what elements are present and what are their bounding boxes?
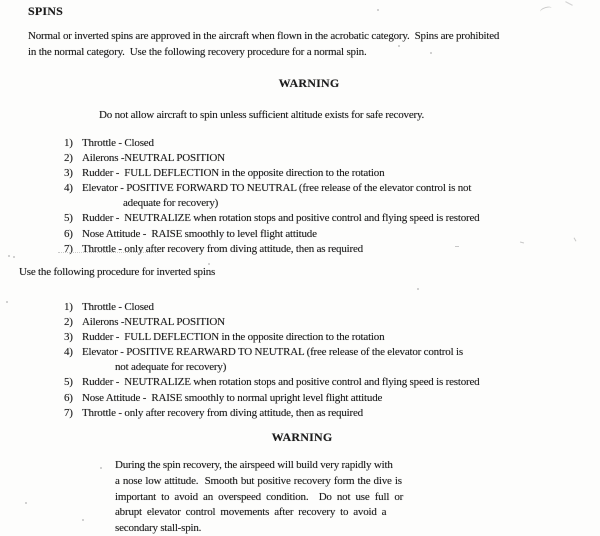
step-number: 4) bbox=[64, 346, 73, 359]
step-text: Throttle - Closed bbox=[82, 137, 154, 149]
procedure-step bbox=[64, 330, 479, 345]
procedure-step bbox=[64, 136, 479, 151]
step-number: 3) bbox=[64, 167, 73, 180]
step-text: Rudder - FULL DEFLECTION in the opposite direction to the rotation bbox=[82, 167, 385, 180]
scan-artifact bbox=[565, 1, 573, 6]
step-number: 7) bbox=[64, 242, 73, 255]
step-text: Rudder - FULL DEFLECTION in the opposite direction to the rotation bbox=[82, 331, 385, 344]
scan-artifact bbox=[377, 9, 379, 11]
scan-artifact bbox=[58, 252, 158, 253]
inverted-spins-intro: Use the following procedure for inverted spins bbox=[19, 266, 216, 278]
warning-heading-normal: WARNING bbox=[278, 76, 340, 90]
procedure-step bbox=[64, 181, 479, 211]
scan-artifact bbox=[13, 256, 15, 258]
warning-heading-recovery: WARNING bbox=[271, 430, 333, 444]
step-number: 6) bbox=[64, 391, 73, 404]
step-number: 2) bbox=[64, 152, 73, 165]
scan-artifact bbox=[6, 301, 8, 303]
normal-spin-procedure-list bbox=[64, 136, 479, 257]
scan-artifact bbox=[417, 288, 419, 290]
scan-artifact bbox=[82, 519, 84, 521]
warning-body-normal: Do not allow aircraft to spin unless sufficient altitude exists for safe recovery. bbox=[99, 109, 425, 121]
step-text-continued: not adequate for recovery) bbox=[115, 361, 227, 374]
warning-line: a nose low attitude. Smooth but positive recovery form the dive is bbox=[115, 474, 402, 487]
scan-artifact bbox=[520, 241, 524, 243]
procedure-step bbox=[64, 242, 479, 257]
step-text: Nose Attitude - RAISE smoothly to level flight attitude bbox=[82, 227, 317, 240]
warning-line: abrupt elevator control movements after recovery to avoid a bbox=[115, 506, 387, 519]
step-number: 4) bbox=[64, 182, 73, 195]
step-text: Throttle - only after recovery from diving attitude, then as required bbox=[82, 406, 363, 419]
step-text: Elevator - POSITIVE FORWARD TO NEUTRAL (free release of the elevator control is not bbox=[82, 182, 472, 195]
procedure-step bbox=[64, 345, 479, 375]
intro-line: in the normal category. Use the following recovery procedure for a normal spin. bbox=[28, 46, 367, 58]
step-text: Ailerons -NEUTRAL POSITION bbox=[82, 152, 225, 165]
inverted-spin-procedure-list bbox=[64, 300, 479, 421]
step-text: Rudder - NEUTRALIZE when rotation stops and positive control and flying speed is restored bbox=[82, 376, 480, 389]
warning-line: secondary stall-spin. bbox=[115, 522, 202, 535]
step-number: 1) bbox=[64, 301, 73, 313]
step-number: 5) bbox=[64, 212, 73, 225]
warning-line: During the spin recovery, the airspeed will build very rapidly with bbox=[115, 459, 393, 471]
step-text: Throttle - Closed bbox=[82, 301, 154, 313]
procedure-step bbox=[64, 300, 479, 315]
procedure-step bbox=[64, 151, 479, 166]
procedure-step bbox=[64, 227, 479, 242]
procedure-step bbox=[64, 406, 479, 421]
page-title: SPINS bbox=[28, 4, 64, 18]
step-number: 3) bbox=[64, 331, 73, 344]
scan-artifact bbox=[208, 263, 210, 265]
procedure-step bbox=[64, 375, 479, 390]
scan-artifact bbox=[539, 5, 552, 14]
scan-artifact bbox=[8, 255, 10, 257]
scan-artifact bbox=[574, 238, 577, 242]
step-number: 7) bbox=[64, 406, 73, 419]
warning-body-recovery bbox=[115, 458, 403, 536]
step-text: Throttle - only after recovery from diving attitude, then as required bbox=[82, 242, 363, 255]
intro-line: Normal or inverted spins are approved in the aircraft when flown in the acrobatic category. Spins are prohibited bbox=[28, 30, 500, 42]
procedure-step bbox=[64, 391, 479, 406]
procedure-step bbox=[64, 166, 479, 181]
step-text: Ailerons -NEUTRAL POSITION bbox=[82, 316, 225, 329]
step-text: Nose Attitude - RAISE smoothly to normal upright level flight attitude bbox=[82, 391, 383, 404]
warning-line: important to avoid an overspeed condition. Do not use full or bbox=[115, 490, 404, 503]
procedure-step bbox=[64, 315, 479, 330]
step-number: 6) bbox=[64, 227, 73, 240]
intro-paragraph bbox=[28, 28, 499, 60]
scan-artifact bbox=[100, 467, 102, 469]
step-text: Rudder - NEUTRALIZE when rotation stops and positive control and flying speed is restored bbox=[82, 212, 480, 225]
step-number: 5) bbox=[64, 376, 73, 389]
scan-artifact bbox=[398, 45, 400, 47]
scan-artifact bbox=[455, 246, 459, 247]
step-text-continued: adequate for recovery) bbox=[123, 197, 219, 210]
scan-artifact bbox=[430, 52, 432, 54]
step-number: 1) bbox=[64, 137, 73, 149]
procedure-step bbox=[64, 211, 479, 226]
step-number: 2) bbox=[64, 316, 73, 329]
step-text: Elevator - POSITIVE REARWARD TO NEUTRAL (free release of the elevator control is bbox=[82, 346, 463, 359]
scan-artifact bbox=[25, 502, 27, 504]
